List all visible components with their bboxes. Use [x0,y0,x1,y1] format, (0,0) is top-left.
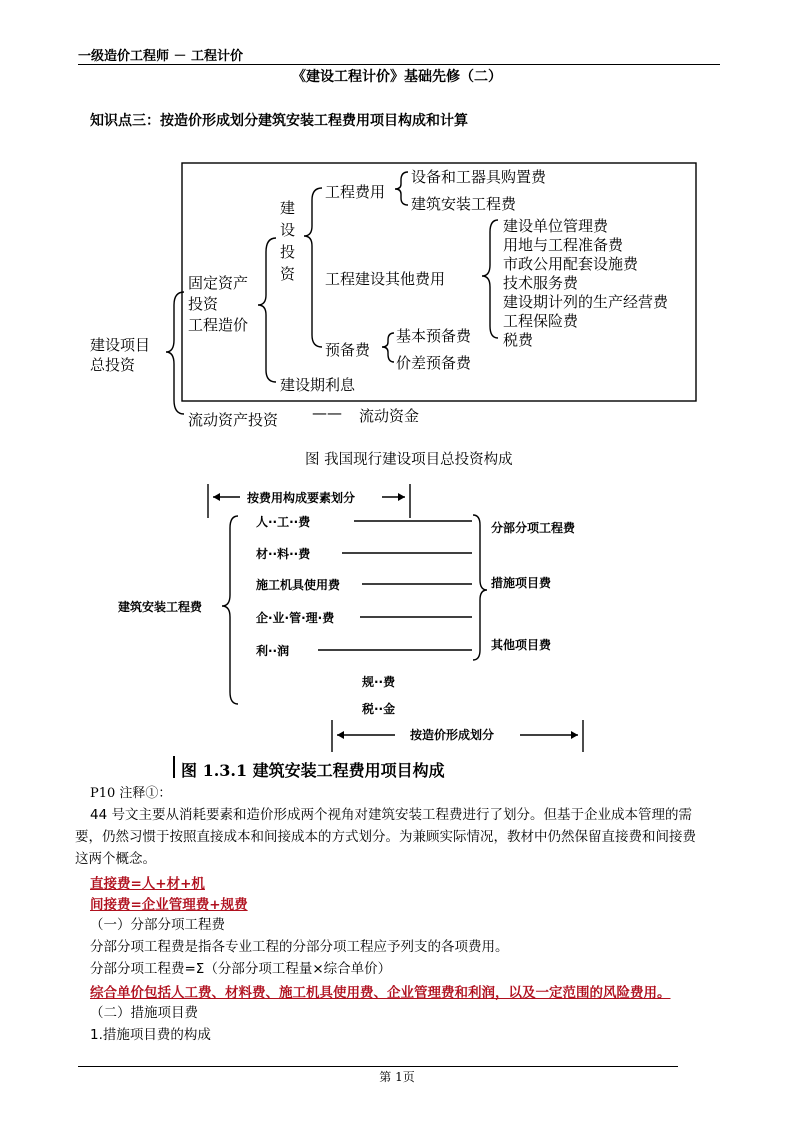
list-item: 市政公用配套设施费 [503,255,639,273]
working-capital-label: 流动资金 [359,407,420,425]
by-cost-label: 按造价形成划分 [410,728,495,742]
page-number: 第 1页 [379,1070,415,1084]
engineering-cost-brace [395,172,408,205]
note-line-2: 要，仍然习惯于按照直接成本和间接成本的方式划分。为兼顾实际情况，教材中仍然保留直接费和间接费 [75,829,696,845]
sub1-text: 分部分项工程费是指各专业工程的分部分项工程应予列支的各项费用。 [90,939,509,955]
other-costs-label: 工程建设其他费用 [325,270,446,288]
note-line-3: 这两个概念。 [75,851,156,867]
element-material: 材··料··费 [256,547,311,561]
cost-sub-project: 分部分项工程费 [491,521,576,535]
total-investment-label: 建设项目 总投资 [90,336,151,374]
interest-label: 建设期利息 [280,376,356,394]
list-item: 建设期计列的生产经营费 [503,293,669,311]
indirect-cost-formula: 间接费=企业管理费+规费 [90,897,248,913]
note-line-1: 44 号文主要从消耗要素和造价形成两个视角对建筑安装工程费进行了划分。但基于企业成本管理的需 [90,807,692,823]
construction-investment-label: 建 设 投 资 [280,199,296,283]
element-tax: 税··金 [362,702,396,716]
reserve-label: 预备费 [325,341,371,359]
engineering-cost-label: 工程费用 [325,183,386,201]
other-cost-brace [482,220,498,338]
document-title: 《建设工程计价》基础先修（二） [292,69,502,85]
section-title: 知识点三：按造价形成划分建筑安装工程费用项目构成和计算 [90,113,468,129]
reserve-brace [382,333,394,362]
element-labor: 人··工··费 [256,515,311,529]
element-management: 企·业·管·理·费 [256,611,335,625]
price-reserve-label: 价差预备费 [396,354,472,372]
building-install-label: 建筑安装工程费 [411,195,517,213]
element-machinery: 施工机具使用费 [256,578,341,592]
direct-cost-formula: 直接费=人+材+机 [90,876,205,892]
diagram1-caption: 图 我国现行建设项目总投资构成 [305,452,513,468]
course-header: 一级造价工程师 － 工程计价 [78,49,244,64]
unit-price-note: 综合单价包括人工费、材料费、施工机具使用费、企业管理费和利润，以及一定范围的风险费用。 [90,985,671,1001]
list-item: 技术服务费 [503,274,579,292]
diagram2-caption: 图 1.3.1 建筑安装工程费用项目构成 [181,761,445,780]
list-item: 税费 [503,331,534,349]
by-element-label: 按费用构成要素划分 [247,491,356,505]
element-profit: 利··润 [256,644,290,658]
dash-connector: —— [312,404,342,422]
fixed-asset-brace [258,238,276,382]
list-item: 建设单位管理费 [503,217,609,235]
note-title: P10 注释①： [90,786,172,801]
footer-divider [78,1066,678,1067]
sub1-formula: 分部分项工程费=Σ（分部分项工程量×综合单价） [90,961,392,977]
cost-other: 其他项目费 [491,638,552,652]
basic-reserve-label: 基本预备费 [396,327,472,345]
building-install-root: 建筑安装工程费 [118,600,203,614]
equipment-cost-label: 设备和工器具购置费 [411,168,547,186]
list-item: 用地与工程准备费 [503,236,624,254]
other-cost-items [503,217,668,350]
fixed-asset-label: 固定资产 投资 工程造价 [188,274,249,334]
element-fees: 规··费 [362,675,396,689]
current-asset-label: 流动资产投资 [188,411,279,429]
sub1-title: （一）分部分项工程费 [90,917,225,933]
sub2-title: （二）措施项目费 [90,1005,198,1021]
investment-brace [304,188,322,347]
sub2-item: 1.措施项目费的构成 [90,1027,211,1043]
list-item: 工程保险费 [503,312,579,330]
cost-measures: 措施项目费 [491,576,552,590]
